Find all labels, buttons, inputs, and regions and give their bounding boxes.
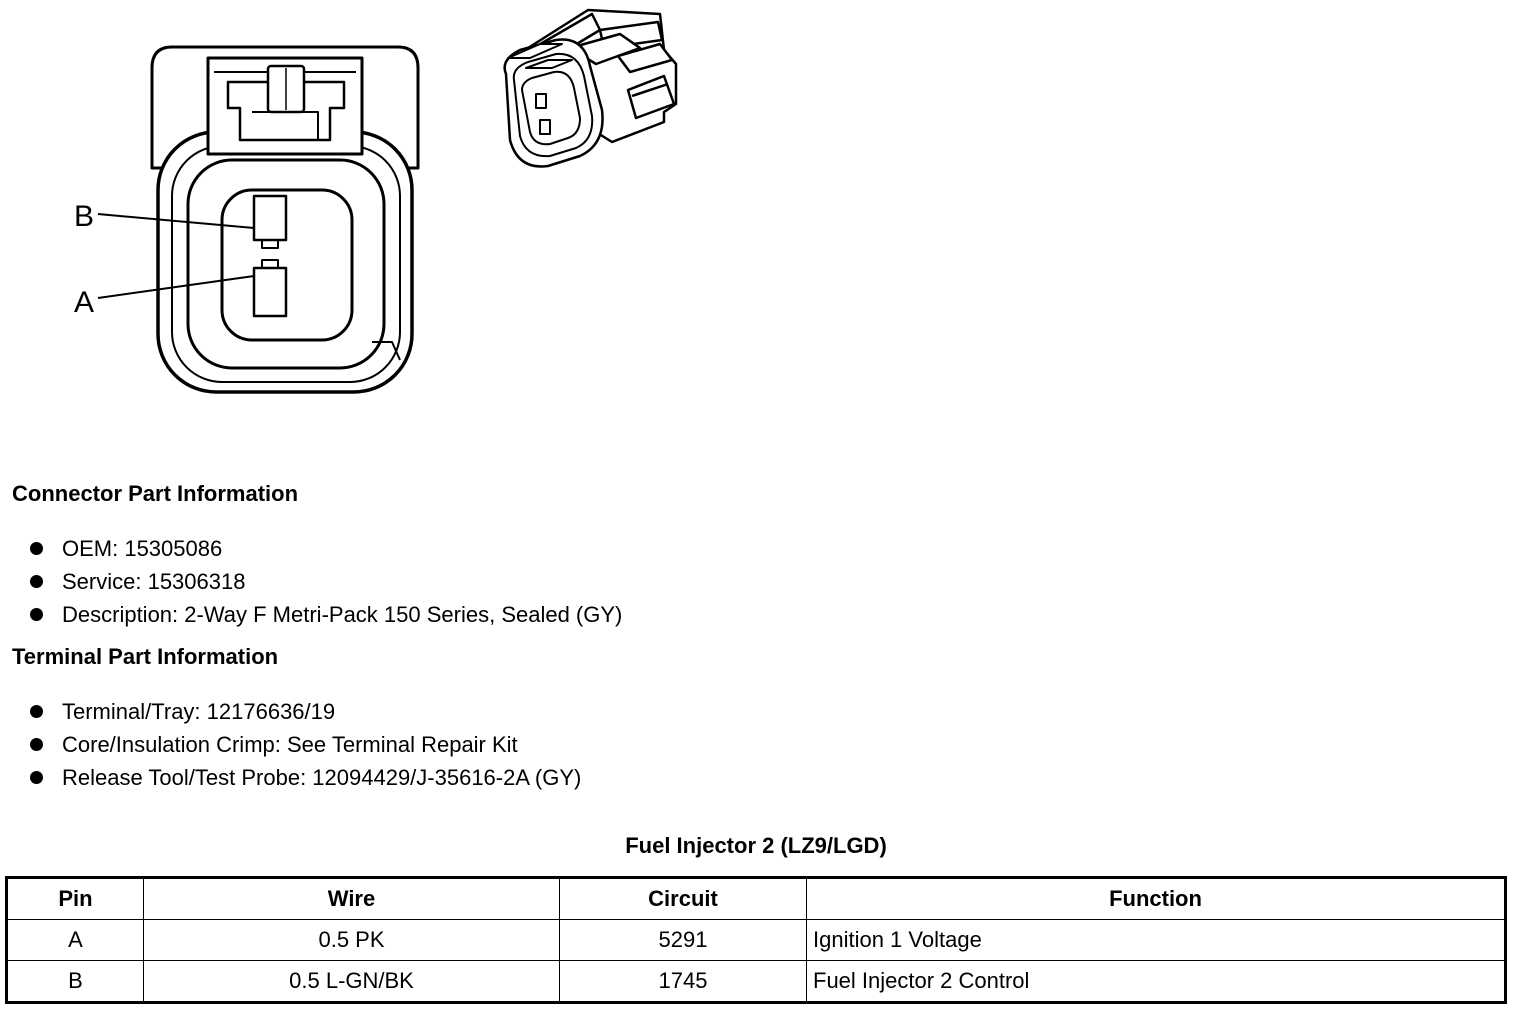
pinout-table (5, 876, 1507, 1004)
cell-pin: A (7, 920, 144, 961)
terminal-a-cavity (254, 260, 286, 316)
pin-label-b: B (74, 200, 95, 233)
bullet-icon (30, 575, 43, 588)
list-item (28, 761, 581, 794)
cell-circuit: 1745 (560, 961, 807, 1003)
table-title: Fuel Injector 2 (LZ9/LGD) (625, 833, 887, 858)
bullet-icon (30, 738, 43, 751)
connector-face-view (152, 47, 418, 392)
list-item (28, 728, 581, 761)
connector-drawings (0, 0, 760, 420)
list-item (28, 598, 622, 631)
list-item (28, 565, 622, 598)
table-row (7, 920, 1506, 961)
list-item-text: Service: 15306318 (62, 569, 246, 594)
list-item-text: Terminal/Tray: 12176636/19 (62, 699, 336, 724)
column-header-pin: Pin (7, 878, 144, 920)
list-item-text: Release Tool/Test Probe: 12094429/J-35616-2A (GY) (62, 765, 582, 790)
list-item-text: Core/Insulation Crimp: See Terminal Repair Kit (62, 732, 518, 757)
connector-part-info-heading: Connector Part Information (12, 481, 299, 506)
pin-label-a: A (74, 286, 95, 319)
cell-pin: B (7, 961, 144, 1003)
connector-isometric-view (505, 10, 676, 166)
list-item (28, 532, 622, 565)
bullet-icon (30, 542, 43, 555)
list-item-text: OEM: 15305086 (62, 536, 223, 561)
cell-circuit: 5291 (560, 920, 807, 961)
terminal-part-info-heading: Terminal Part Information (12, 644, 279, 669)
list-item (28, 695, 581, 728)
terminal-b-cavity (254, 196, 286, 248)
cell-wire: 0.5 PK (144, 920, 560, 961)
table-row (7, 961, 1506, 1003)
bullet-icon (30, 771, 43, 784)
bullet-icon (30, 705, 43, 718)
list-item-text: Description: 2-Way F Metri-Pack 150 Series, Sealed (GY) (62, 602, 623, 627)
column-header-wire: Wire (144, 878, 560, 920)
terminal-part-info-list (28, 695, 581, 794)
cell-function: Ignition 1 Voltage (807, 920, 1506, 961)
table-header-row (7, 878, 1506, 920)
connector-part-info-list (28, 532, 622, 631)
cell-function: Fuel Injector 2 Control (807, 961, 1506, 1003)
cell-wire: 0.5 L-GN/BK (144, 961, 560, 1003)
column-header-circuit: Circuit (560, 878, 807, 920)
column-header-function: Function (807, 878, 1506, 920)
bullet-icon (30, 608, 43, 621)
